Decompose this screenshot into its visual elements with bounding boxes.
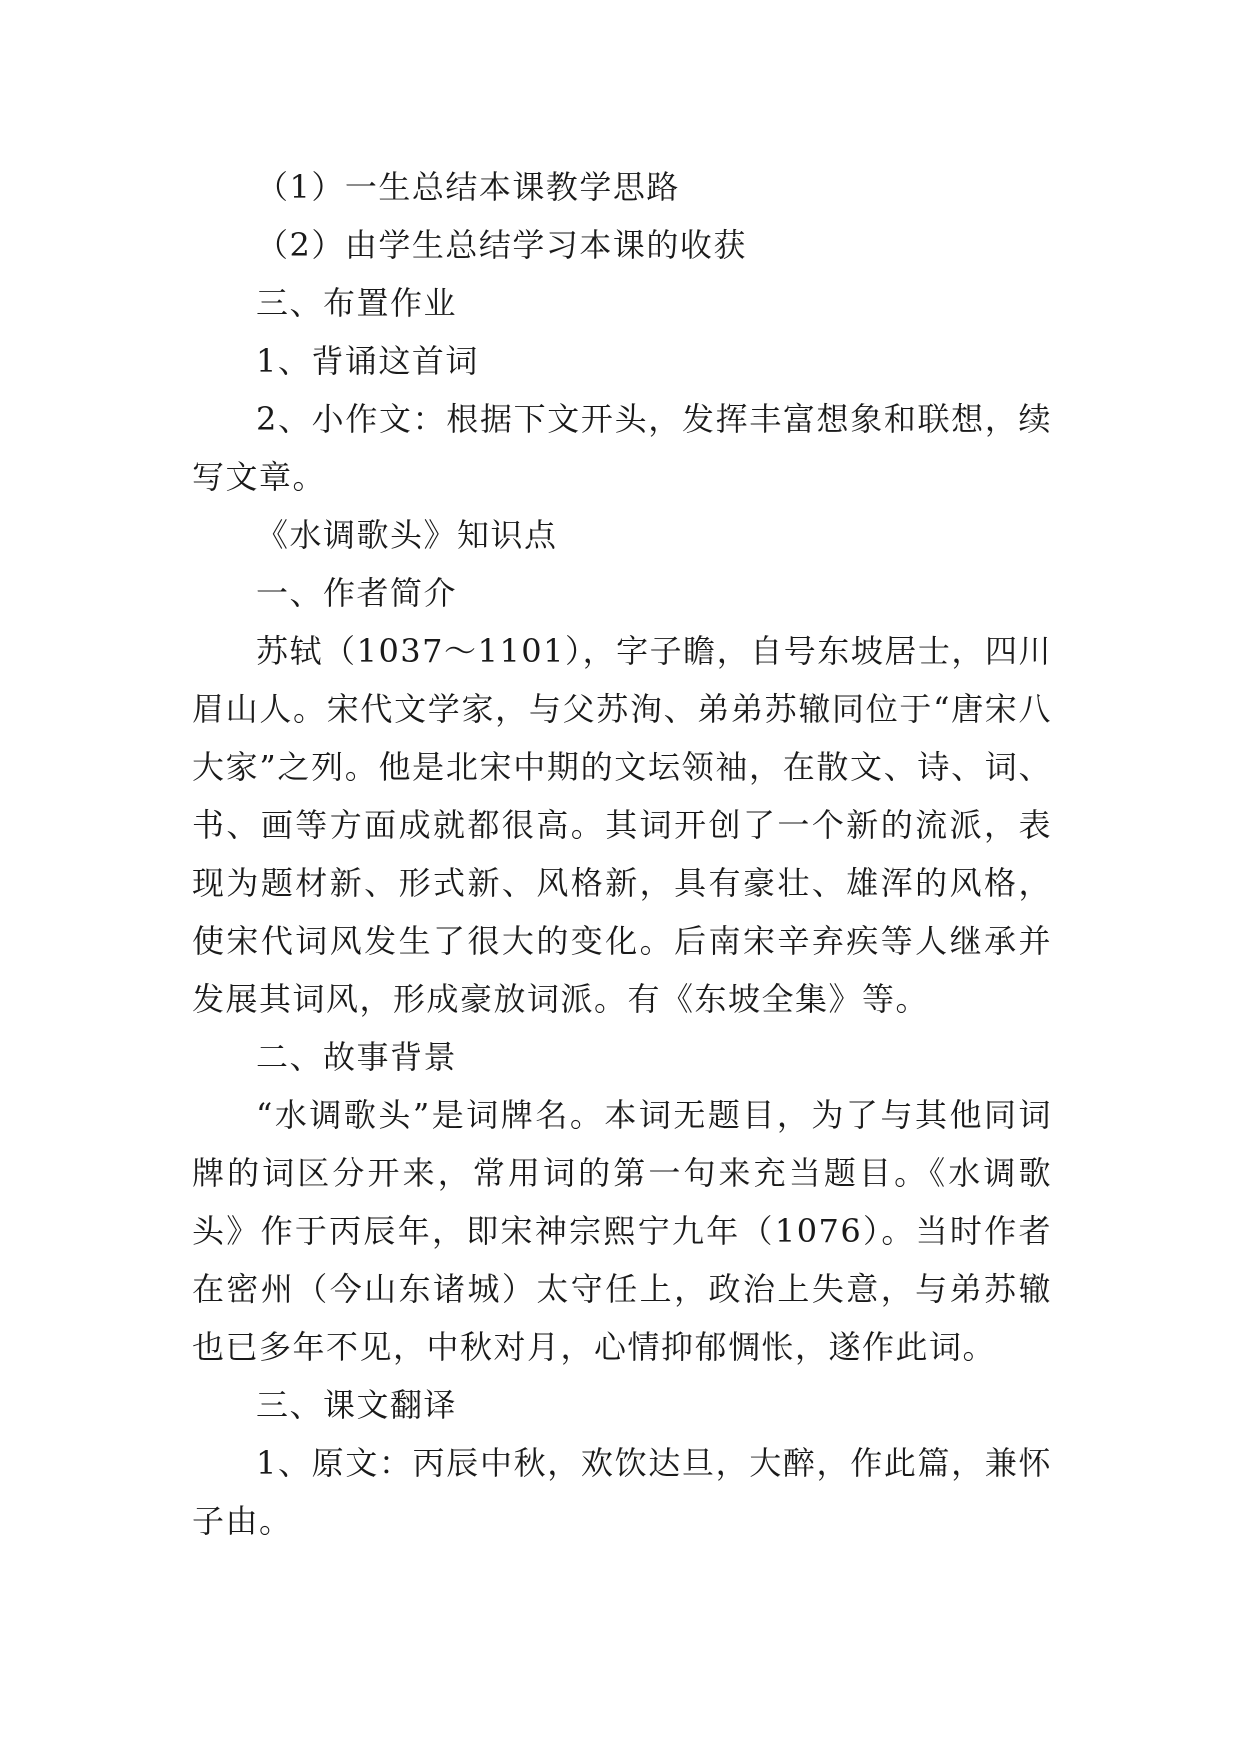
paragraph-summary-teacher: （1）一生总结本课教学思路	[256, 168, 680, 206]
heading-knowledge-points: 《水调歌头》知识点	[256, 516, 558, 554]
paragraph-author-bio: 苏轼（1037～1101），字子瞻，自号东坡居士，四川眉山人。宋代文学家，与父苏洵、弟弟苏辙同位于“唐宋八大家”之列。他是北宋中期的文坛领袖，在散文、诗、词、书、画等方面成就都很高。其词开创了一个新的流派，表现为题材新、形式新、风格新，具有豪壮、雄浑的风格，使宋代词风发生了很大的变化。后南宋辛弃疾等人继承并发展其词风，形成豪放词派。有《东坡全集》等。	[192, 632, 1052, 1018]
paragraph-original-text: 1、原文：丙辰中秋，欢饮达旦，大醉，作此篇，兼怀子由。	[192, 1444, 1052, 1540]
paragraph-summary-students: （2）由学生总结学习本课的收获	[256, 226, 747, 264]
paragraph-homework-essay: 2、小作文：根据下文开头，发挥丰富想象和联想，续写文章。	[192, 400, 1052, 496]
heading-story-background: 二、故事背景	[256, 1038, 458, 1076]
document-body	[192, 158, 1052, 1550]
heading-author-intro: 一、作者简介	[256, 574, 458, 612]
paragraph-homework-recite: 1、背诵这首词	[256, 342, 479, 380]
heading-homework: 三、布置作业	[256, 284, 458, 322]
heading-translation: 三、课文翻译	[256, 1386, 458, 1424]
paragraph-background: “水调歌头”是词牌名。本词无题目，为了与其他同词牌的词区分开来，常用词的第一句来充当题目。《水调歌头》作于丙辰年，即宋神宗熙宁九年（1076）。当时作者在密州（今山东诸城）太守任上，政治上失意，与弟苏辙也已多年不见，中秋对月，心情抑郁惆怅，遂作此词。	[192, 1096, 1052, 1366]
